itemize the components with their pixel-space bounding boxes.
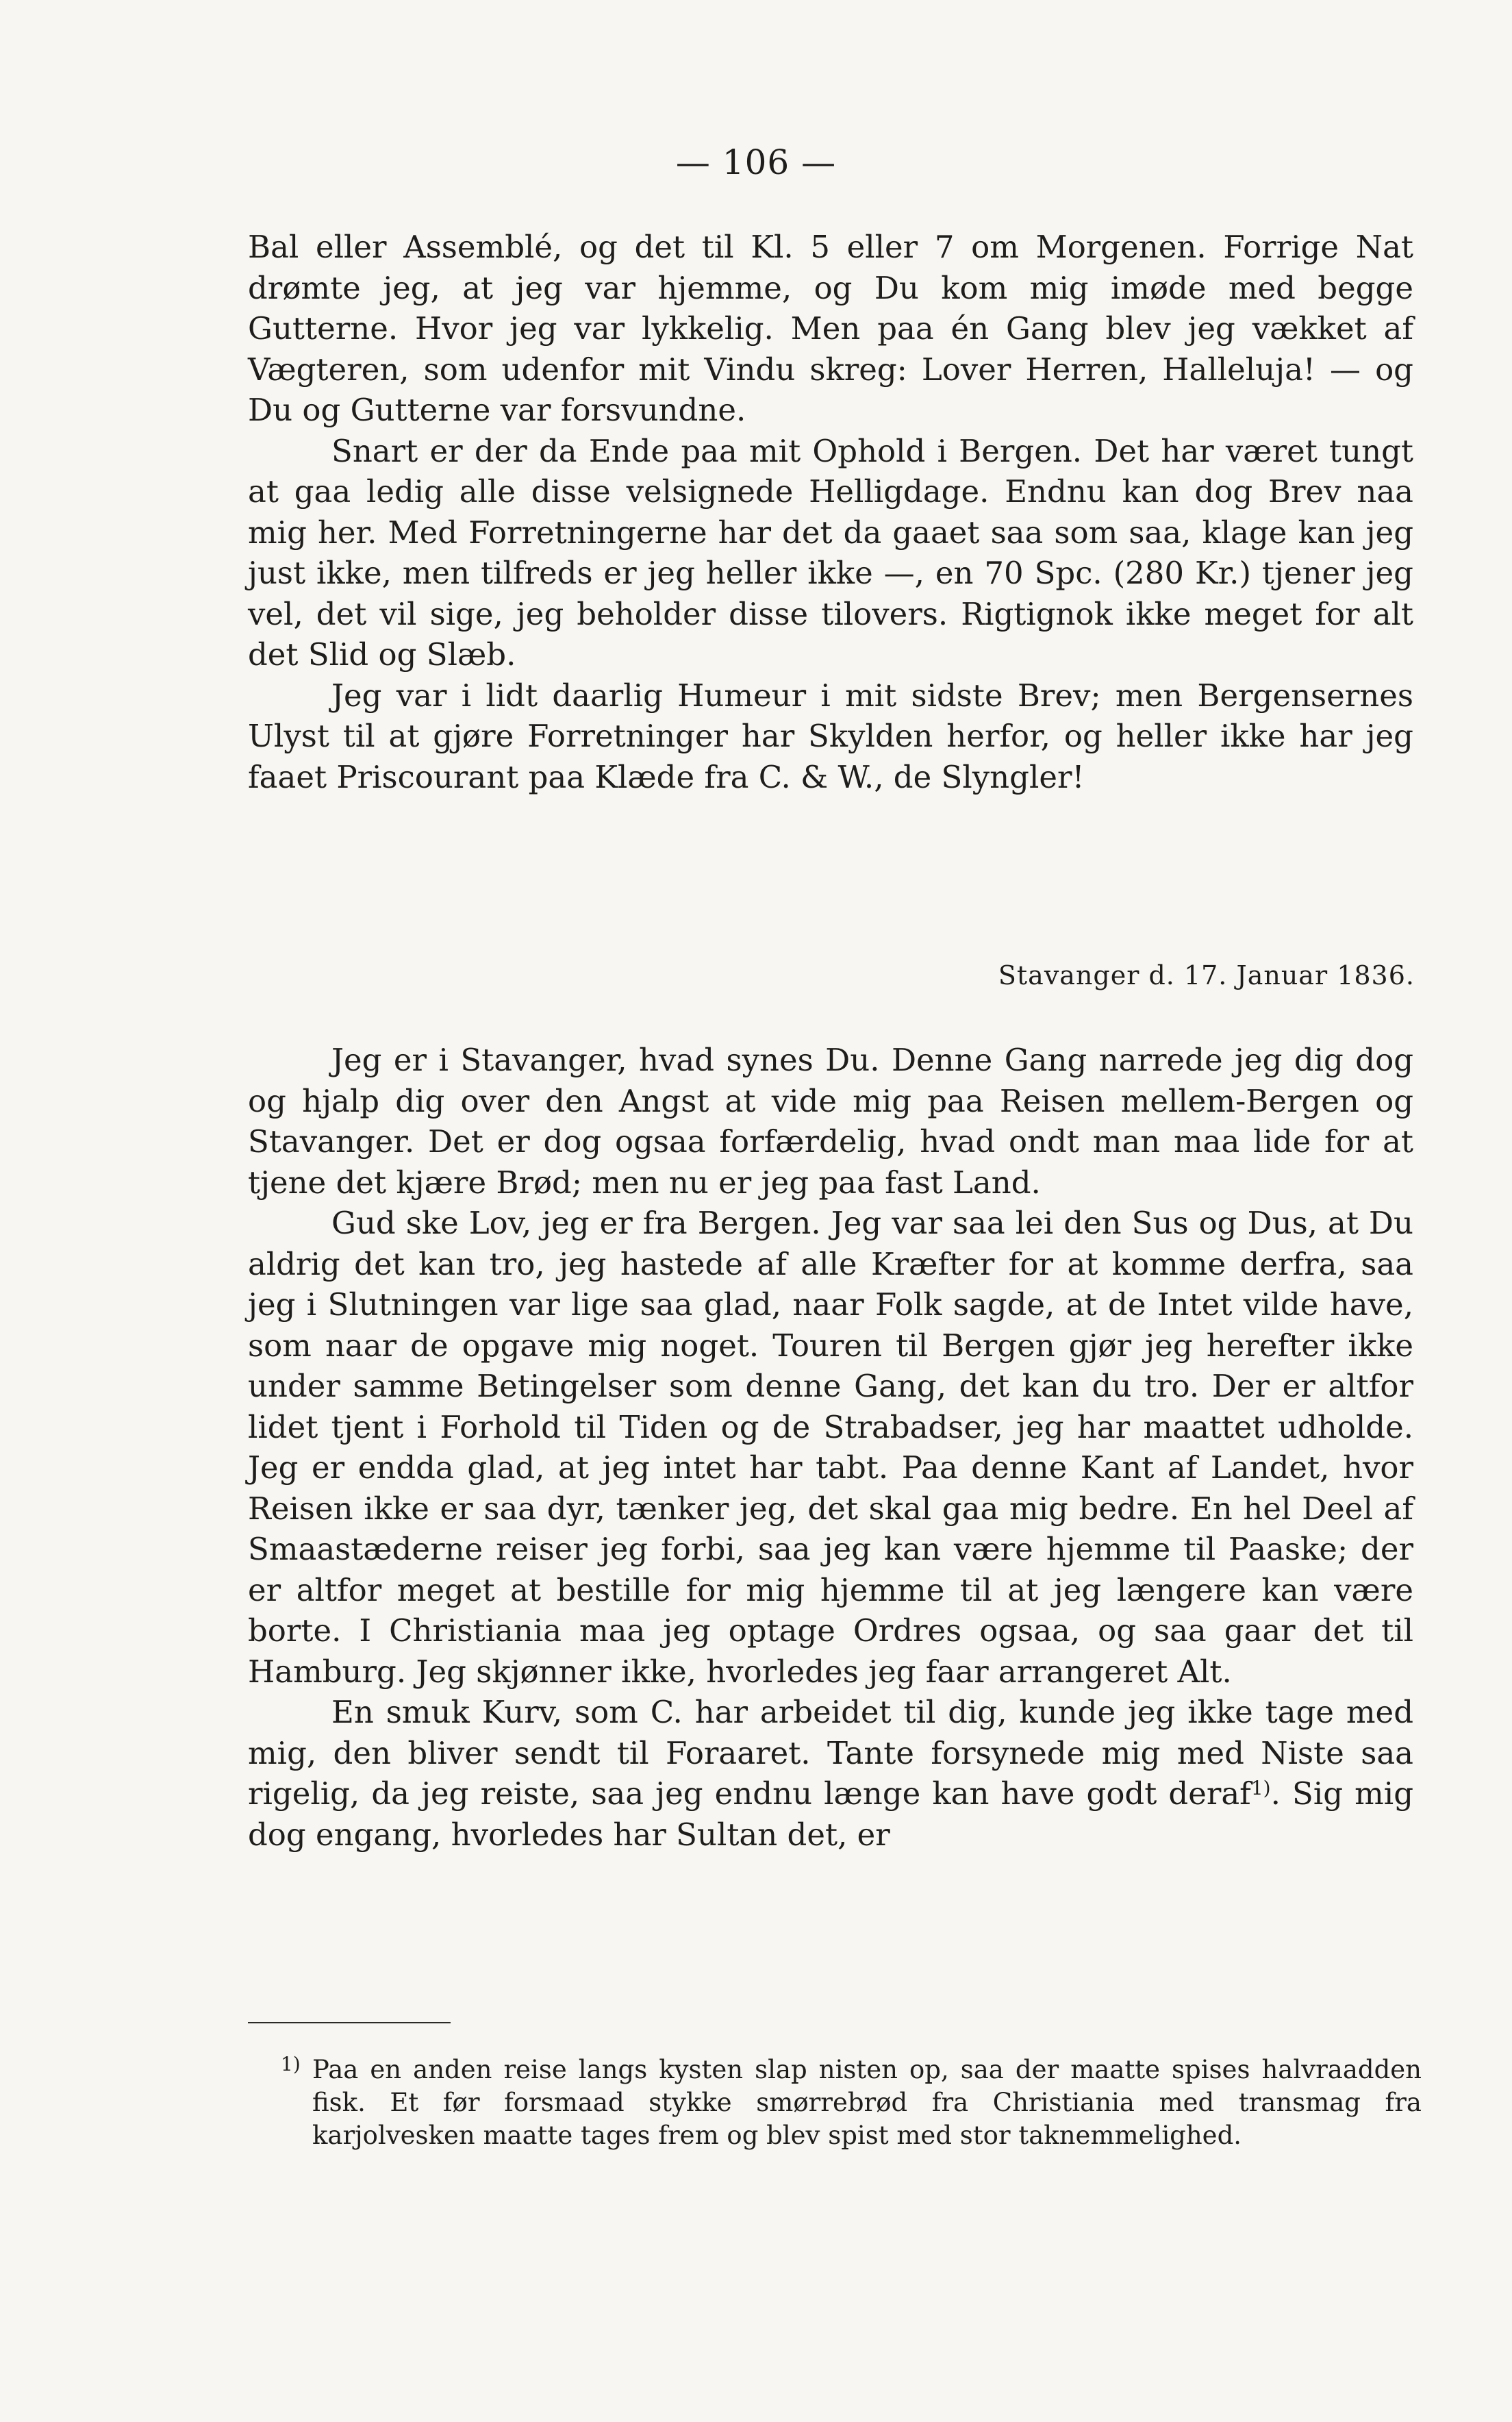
paragraph: Jeg var i lidt daarlig Humeur i mit sidste Brev; men Bergensernes Ulyst til at gjøre Forretninger har Skylden herfor, og heller ikke har jeg faaet Priscourant paa Klæde fra C. & W., de Slyngler! (248, 677, 1413, 795)
footnote (281, 2053, 1422, 2152)
footnote-reference: 1) (1250, 1777, 1271, 1799)
paragraph-text: . Sig mig dog engang, hvorledes har Sultan det, er (248, 1775, 1414, 1853)
paragraph (248, 1692, 1413, 1855)
footnote-text: Paa en anden reise langs kysten slap nisten op, saa der maatte spises halvraadden fisk. Et før forsmaad stykke smørrebrød fra Christiania med transmag fra karjolvesken maatte tages frem og blev spist med stor taknemmelighed. (312, 2055, 1422, 2150)
paragraph: Bal eller Assemblé, og det til Kl. 5 eller 7 om Morgenen. Forrige Nat drømte jeg, at jeg var hjemme, og Du kom mig imøde med begge Gutterne. Hvor jeg var lykkelig. Men paa én Gang blev jeg vækket af Vægteren, som udenfor mit Vindu skreg: Lover Herren, Halleluja! — og Du og Gutterne var forsvundne. (248, 229, 1413, 428)
letter-body (248, 1040, 1413, 1855)
footnote-mark: 1) (281, 2053, 301, 2075)
letter-dateline: Stavanger d. 17. Januar 1836. (998, 960, 1415, 990)
paragraph: Gud ske Lov, jeg er fra Bergen. Jeg var saa lei den Sus og Dus, at Du aldrig det kan tro, jeg hastede af alle Kræfter for at komme derfra, saa jeg i Slutningen var lige saa glad, naar Folk sagde, at de Intet vilde have, som naar de opgave mig noget. Touren til Bergen gjør jeg herefter ikke under samme Betingelser som denne Gang, det kan du tro. Der er altfor lidet tjent i Forhold til Tiden og de Strabadser, jeg har maattet udholde. Jeg er endda glad, at jeg intet har tabt. Paa denne Kant af Landet, hvor Reisen ikke er saa dyr, tænker jeg, det skal gaa mig bedre. En hel Deel af Smaastæderne reiser jeg forbi, saa jeg kan være hjemme til Paaske; der er altfor meget at bestille for mig hjemme til at jeg længere kan være borte. I Christiania maa jeg optage Ordres ogsaa, og saa gaar det til Hamburg. Jeg skjønner ikke, hvorledes jeg faar arrangeret Alt. (248, 1205, 1413, 1690)
paragraph: Jeg er i Stavanger, hvad synes Du. Denne Gang narrede jeg dig dog og hjalp dig over den Angst at vide mig paa Reisen mellem-Bergen og Stavanger. Det er dog ogsaa forfærdelig, hvad ondt man maa lide for at tjene det kjære Brød; men nu er jeg paa fast Land. (248, 1042, 1413, 1201)
page-number: — 106 — (675, 142, 837, 182)
paragraph-text: En smuk Kurv, som C. har arbeidet til dig, kunde jeg ikke tage med mig, den bliver sendt til Foraaret. Tante forsynede mig med Niste saa rigelig, da jeg reiste, saa jeg endnu længe kan have godt deraf (248, 1694, 1413, 1812)
letter-continuation (248, 227, 1413, 797)
footnote-divider (248, 2022, 451, 2023)
footnotes (281, 2053, 1422, 2152)
paragraph: Snart er der da Ende paa mit Ophold i Bergen. Det har været tungt at gaa ledig alle disse velsignede Helligdage. Endnu kan dog Brev naa mig her. Med Forretningerne har det da gaaet saa som saa, klage kan jeg just ikke, men tilfreds er jeg heller ikke —, en 70 Spc. (280 Kr.) tjener jeg vel, det vil sige, jeg beholder disse tilovers. Rigtignok ikke meget for alt det Slid og Slæb. (248, 432, 1413, 673)
